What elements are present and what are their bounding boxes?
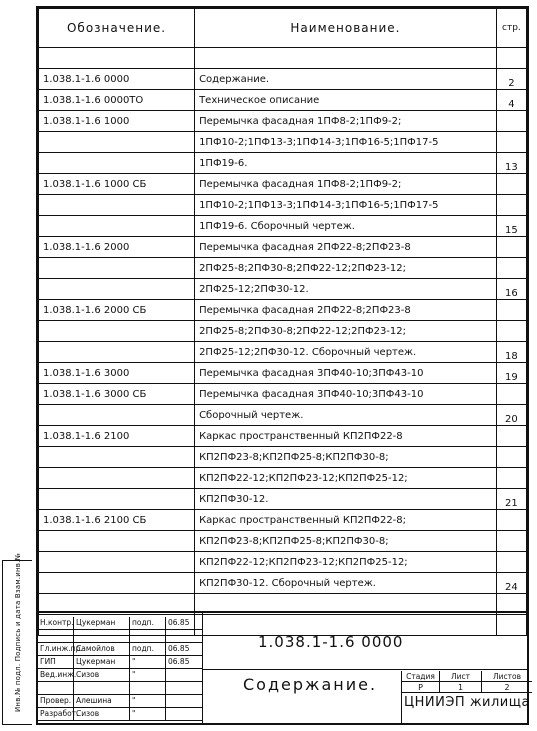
row-designation: 1.038.1-1.6 1000 bbox=[39, 111, 195, 132]
row-page bbox=[496, 132, 526, 153]
row-designation bbox=[39, 468, 195, 489]
signer-signature: подп. bbox=[130, 643, 166, 655]
header-name: Наименование. bbox=[195, 9, 497, 48]
row-designation bbox=[39, 153, 195, 174]
row-designation bbox=[39, 342, 195, 363]
row-designation bbox=[39, 573, 195, 594]
document-title: Содержание. bbox=[243, 675, 378, 694]
table-row bbox=[39, 195, 527, 216]
signer-role: Н.контр. bbox=[40, 618, 74, 627]
signer-date: 06.85 bbox=[166, 617, 203, 629]
table-row bbox=[39, 510, 527, 531]
signer-date bbox=[166, 669, 203, 681]
table-row bbox=[39, 363, 527, 384]
signer-signature bbox=[130, 630, 166, 642]
row-page bbox=[496, 447, 526, 468]
signature-row bbox=[38, 708, 203, 721]
table-row bbox=[39, 342, 527, 363]
row-name: 1ПФ10-2;1ПФ13-3;1ПФ14-3;1ПФ16-5;1ПФ17-5 bbox=[195, 132, 497, 153]
signer-signature bbox=[130, 682, 166, 694]
row-page bbox=[496, 510, 526, 531]
signature-row bbox=[38, 669, 203, 682]
signature-row bbox=[38, 617, 203, 630]
table-row bbox=[39, 489, 527, 510]
row-page: 15 bbox=[496, 216, 526, 237]
table-row bbox=[39, 552, 527, 573]
organization-name: ЦНИИЭП жилища bbox=[404, 695, 530, 710]
signer-signature: " bbox=[130, 656, 166, 668]
signer-role: Вед.инж. bbox=[40, 670, 77, 679]
table-row bbox=[39, 48, 527, 69]
header-page: стр. bbox=[496, 9, 526, 48]
signer-role: Провер. bbox=[38, 695, 74, 707]
signer-date: 06.85 bbox=[166, 643, 203, 655]
sheets-label: Листов bbox=[482, 671, 532, 682]
row-designation bbox=[39, 195, 195, 216]
row-name: КП2ПФ30-12. Сборочный чертеж. bbox=[195, 573, 497, 594]
signature-row bbox=[38, 695, 203, 708]
table-row bbox=[39, 573, 527, 594]
row-designation: 1.038.1-1.6 2000 СБ bbox=[39, 300, 195, 321]
signer-signature: " bbox=[130, 708, 166, 720]
table-row bbox=[39, 174, 527, 195]
table-row bbox=[39, 447, 527, 468]
row-page bbox=[496, 384, 526, 405]
signer-date bbox=[166, 682, 203, 694]
table-row bbox=[39, 531, 527, 552]
row-designation bbox=[39, 489, 195, 510]
row-page bbox=[496, 468, 526, 489]
row-name: Перемычка фасадная 3ПФ40-10;3ПФ43-10 bbox=[195, 384, 497, 405]
sheet-value: 1 bbox=[440, 682, 482, 693]
stage-value: Р bbox=[402, 682, 440, 693]
row-designation bbox=[39, 132, 195, 153]
row-name: Перемычка фасадная 3ПФ40-10;3ПФ43-10 bbox=[195, 363, 497, 384]
row-page: 16 bbox=[496, 279, 526, 300]
row-designation: 1.038.1-1.6 0000 bbox=[39, 69, 195, 90]
row-name: Сборочный чертеж. bbox=[195, 405, 497, 426]
sheet-label: Лист bbox=[440, 671, 482, 682]
side-stamp-text: Инв.№ подл. Подпись и дата Взам.инв.№ bbox=[14, 553, 22, 712]
header-designation: Обозначение. bbox=[39, 9, 195, 48]
table-row bbox=[39, 321, 527, 342]
signer-role: Разработ. bbox=[40, 709, 79, 718]
table-row bbox=[39, 69, 527, 90]
table-row bbox=[39, 258, 527, 279]
row-name: КП2ПФ23-8;КП2ПФ25-8;КП2ПФ30-8; bbox=[195, 447, 497, 468]
row-designation bbox=[39, 321, 195, 342]
table-row bbox=[39, 468, 527, 489]
row-designation bbox=[39, 552, 195, 573]
row-name: Перемычка фасадная 1ПФ8-2;1ПФ9-2; bbox=[195, 174, 497, 195]
signer-date: 06.85 bbox=[166, 656, 203, 668]
row-designation: 1.038.1-1.6 2000 bbox=[39, 237, 195, 258]
row-page bbox=[496, 237, 526, 258]
signer-name: Цукерман bbox=[74, 656, 130, 668]
side-stamp bbox=[2, 553, 32, 725]
signer-signature: " bbox=[130, 669, 166, 681]
stage-label: Стадия bbox=[402, 671, 440, 682]
signer-name bbox=[74, 682, 130, 694]
table-header-row bbox=[39, 9, 527, 48]
row-designation: 1.038.1-1.6 2100 bbox=[39, 426, 195, 447]
signer-date bbox=[166, 695, 203, 707]
signer-date bbox=[166, 630, 203, 642]
row-page bbox=[496, 426, 526, 447]
row-page: 13 bbox=[496, 153, 526, 174]
table-row bbox=[39, 111, 527, 132]
row-name: Каркас пространственный КП2ПФ22-8; bbox=[195, 510, 497, 531]
signer-role bbox=[38, 630, 74, 642]
row-page: 21 bbox=[496, 489, 526, 510]
row-page bbox=[496, 111, 526, 132]
table-row bbox=[39, 279, 527, 300]
signer-date bbox=[166, 708, 203, 720]
row-name: Техническое описание bbox=[195, 90, 497, 111]
signer-role: Гл.инж.пр. bbox=[40, 644, 83, 653]
row-name: Каркас пространственный КП2ПФ22-8 bbox=[195, 426, 497, 447]
row-designation: 1.038.1-1.6 3000 bbox=[39, 363, 195, 384]
row-designation bbox=[39, 48, 195, 69]
row-name: КП2ПФ30-12. bbox=[195, 489, 497, 510]
table-row bbox=[39, 216, 527, 237]
row-designation bbox=[39, 447, 195, 468]
row-name: 1ПФ19-6. bbox=[195, 153, 497, 174]
row-name: 2ПФ25-8;2ПФ30-8;2ПФ22-12;2ПФ23-12; bbox=[195, 258, 497, 279]
row-page: 18 bbox=[496, 342, 526, 363]
row-page bbox=[496, 531, 526, 552]
signer-signature: подп. bbox=[130, 617, 166, 629]
row-page: 2 bbox=[496, 69, 526, 90]
table-row bbox=[39, 300, 527, 321]
row-page bbox=[496, 174, 526, 195]
signature-row bbox=[38, 682, 203, 695]
table-row bbox=[39, 384, 527, 405]
row-name: Перемычка фасадная 1ПФ8-2;1ПФ9-2; bbox=[195, 111, 497, 132]
row-designation bbox=[39, 531, 195, 552]
row-page bbox=[496, 321, 526, 342]
row-name: 1ПФ10-2;1ПФ13-3;1ПФ14-3;1ПФ16-5;1ПФ17-5 bbox=[195, 195, 497, 216]
contents-table bbox=[38, 8, 527, 636]
row-page bbox=[496, 300, 526, 321]
row-name: 2ПФ25-8;2ПФ30-8;2ПФ22-12;2ПФ23-12; bbox=[195, 321, 497, 342]
table-row bbox=[39, 426, 527, 447]
table-row bbox=[39, 153, 527, 174]
signer-name: Алешина bbox=[74, 695, 130, 707]
document-code: 1.038.1-1.6 0000 bbox=[258, 633, 404, 651]
stamp-divider bbox=[203, 669, 527, 670]
row-page: 24 bbox=[496, 573, 526, 594]
row-designation bbox=[39, 216, 195, 237]
sheets-value: 2 bbox=[482, 682, 532, 693]
row-designation: 1.038.1-1.6 3000 СБ bbox=[39, 384, 195, 405]
row-designation: 1.038.1-1.6 0000ТО bbox=[39, 90, 195, 111]
row-name: Перемычка фасадная 2ПФ22-8;2ПФ23-8 bbox=[195, 300, 497, 321]
signer-name: Самойлов bbox=[74, 643, 130, 655]
signature-row bbox=[38, 656, 203, 669]
row-designation: 1.038.1-1.6 1000 СБ bbox=[39, 174, 195, 195]
signatures-grid bbox=[38, 613, 203, 723]
row-name: 2ПФ25-12;2ПФ30-12. Сборочный чертеж. bbox=[195, 342, 497, 363]
row-designation bbox=[39, 279, 195, 300]
table-row bbox=[39, 132, 527, 153]
row-page: 19 bbox=[496, 363, 526, 384]
table-row bbox=[39, 405, 527, 426]
row-name: Содержание. bbox=[195, 69, 497, 90]
row-designation bbox=[39, 405, 195, 426]
row-name bbox=[195, 48, 497, 69]
signer-signature: " bbox=[130, 695, 166, 707]
row-name: КП2ПФ22-12;КП2ПФ23-12;КП2ПФ25-12; bbox=[195, 552, 497, 573]
signer-role: ГИП bbox=[38, 656, 74, 668]
row-designation: 1.038.1-1.6 2100 СБ bbox=[39, 510, 195, 531]
row-name: 1ПФ19-6. Сборочный чертеж. bbox=[195, 216, 497, 237]
row-name: КП2ПФ23-8;КП2ПФ25-8;КП2ПФ30-8; bbox=[195, 531, 497, 552]
signer-role bbox=[38, 682, 74, 694]
title-block bbox=[38, 611, 530, 723]
signature-row bbox=[38, 630, 203, 643]
row-name: КП2ПФ22-12;КП2ПФ23-12;КП2ПФ25-12; bbox=[195, 468, 497, 489]
row-page: 4 bbox=[496, 90, 526, 111]
signer-name bbox=[74, 630, 130, 642]
row-page bbox=[496, 48, 526, 69]
signer-name: Цукерман bbox=[74, 617, 130, 629]
row-name: 2ПФ25-12;2ПФ30-12. bbox=[195, 279, 497, 300]
row-page bbox=[496, 195, 526, 216]
row-name: Перемычка фасадная 2ПФ22-8;2ПФ23-8 bbox=[195, 237, 497, 258]
document-sheet bbox=[36, 6, 529, 725]
stage-box bbox=[401, 671, 531, 723]
signer-name: Сизов bbox=[74, 669, 130, 681]
row-designation bbox=[39, 258, 195, 279]
row-page bbox=[496, 258, 526, 279]
table-row bbox=[39, 90, 527, 111]
row-page bbox=[496, 552, 526, 573]
table-row bbox=[39, 237, 527, 258]
signer-name: Сизов bbox=[74, 708, 130, 720]
signature-row bbox=[38, 643, 203, 656]
row-page: 20 bbox=[496, 405, 526, 426]
